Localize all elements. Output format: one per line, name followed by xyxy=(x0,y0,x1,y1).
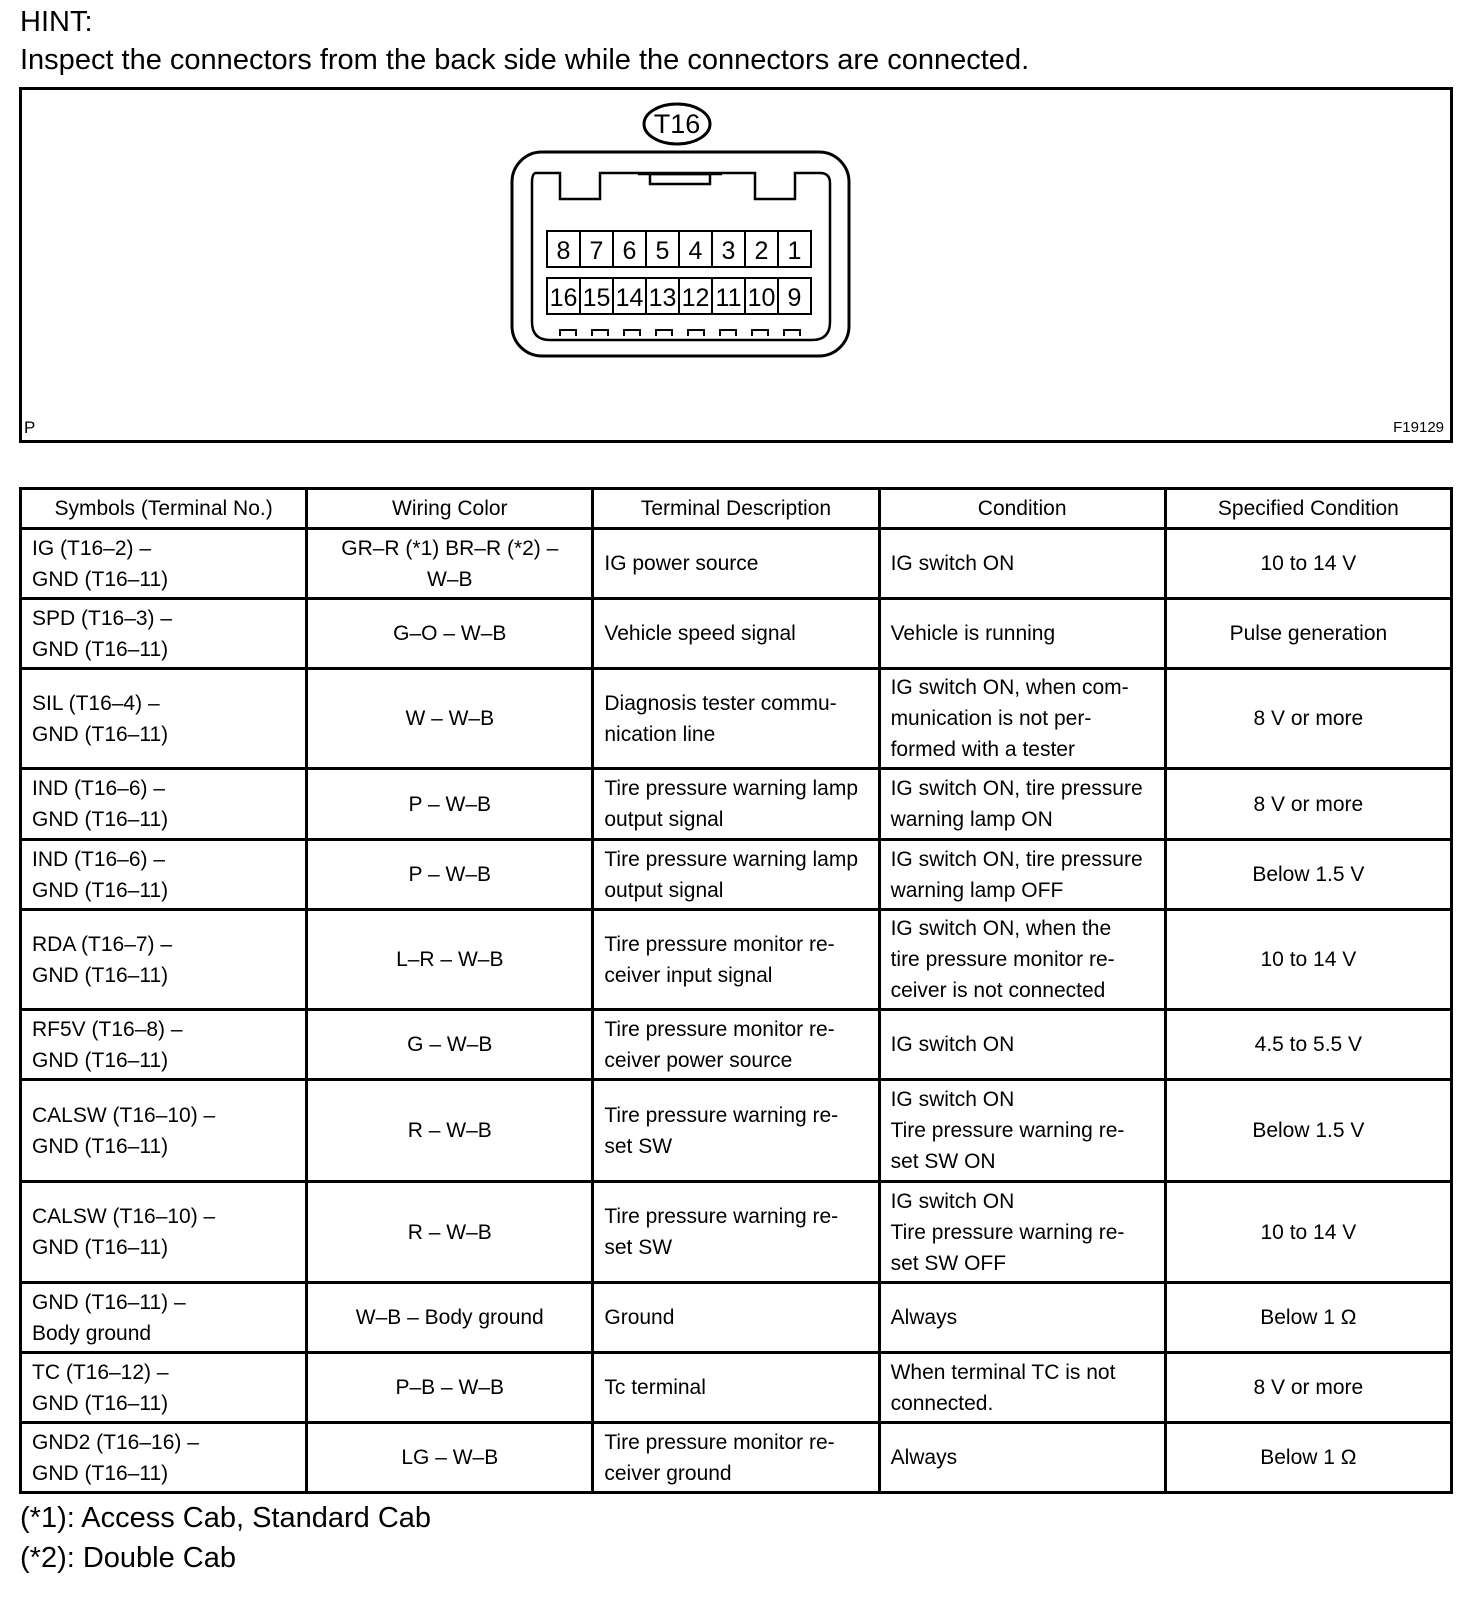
cell-line: GND (T16–11) xyxy=(32,1461,169,1485)
cell-line: set SW ON xyxy=(890,1150,996,1173)
cell-symbol xyxy=(21,769,307,840)
cell-line: IND (T16–6) – xyxy=(32,777,166,800)
cell-line: RF5V (T16–8) – xyxy=(32,1017,183,1041)
cell-symbol xyxy=(21,910,307,1010)
pin-number: 7 xyxy=(589,237,604,265)
pin-number: 10 xyxy=(747,284,776,312)
cell-line: CALSW (T16–10) – xyxy=(32,1103,216,1127)
cell-line: ceiver input signal xyxy=(604,963,773,987)
cell-line: Always xyxy=(890,1306,958,1329)
cell-condition xyxy=(879,529,1165,599)
cell-specified: 8 V or more xyxy=(1165,669,1451,769)
cell-line: GND (T16–11) xyxy=(32,722,169,746)
header-condition: Condition xyxy=(879,489,1165,529)
pin-number: 14 xyxy=(615,284,644,312)
cell-line: Body ground xyxy=(32,1321,152,1345)
pin-number: 4 xyxy=(688,237,703,265)
cell-description xyxy=(593,669,879,769)
cell-line: Diagnosis tester commu- xyxy=(604,691,837,715)
cell-line: GND (T16–11) xyxy=(32,637,169,661)
cell-symbol xyxy=(21,1010,307,1080)
cell-wiring-color xyxy=(307,599,593,669)
table-row xyxy=(21,910,1452,1010)
table-row xyxy=(21,1010,1452,1080)
cell-line: set SW OFF xyxy=(890,1251,1007,1275)
figure-code: F19129 xyxy=(1393,419,1444,436)
cell-line: W – W–B xyxy=(405,707,495,730)
cell-description xyxy=(593,1010,879,1080)
cell-line: Tc terminal xyxy=(604,1376,706,1399)
cell-specified: Pulse generation xyxy=(1165,599,1451,669)
cell-line: Always xyxy=(890,1446,958,1469)
cell-line: IG switch ON xyxy=(890,552,1015,575)
cell-symbol xyxy=(21,529,307,599)
cell-symbol xyxy=(21,599,307,669)
cell-line: Tire pressure warning re- xyxy=(604,1205,839,1228)
cell-line: nication line xyxy=(604,722,716,746)
connector-latch xyxy=(650,174,710,184)
cell-line: IND (T16–6) – xyxy=(32,847,166,871)
pin-number: 13 xyxy=(648,284,677,312)
cell-specified: 10 to 14 V xyxy=(1165,910,1451,1010)
cell-symbol xyxy=(21,1423,307,1493)
cell-description xyxy=(593,1283,879,1353)
pin-number: 1 xyxy=(787,237,802,265)
cell-line: P – W–B xyxy=(408,863,492,886)
cell-line: GND (T16–11) xyxy=(32,1048,169,1072)
cell-line: IG switch ON xyxy=(890,1088,1015,1111)
table-row xyxy=(21,669,1452,769)
cell-condition xyxy=(879,1423,1165,1493)
hint-text: Inspect the connectors from the back side while the connectors are connected. xyxy=(20,44,1030,76)
cell-specified: 4.5 to 5.5 V xyxy=(1165,1010,1451,1080)
cell-condition xyxy=(879,669,1165,769)
cell-description xyxy=(593,1182,879,1283)
cell-line: IG switch ON, tire pressure xyxy=(890,847,1143,871)
cell-line: GND (T16–11) xyxy=(32,878,169,902)
table-row xyxy=(21,1080,1452,1182)
cell-line: GND (T16–11) xyxy=(32,1134,169,1158)
table-row xyxy=(21,1423,1452,1493)
cell-line: IG switch ON, when com- xyxy=(890,676,1129,699)
cell-symbol xyxy=(21,1080,307,1182)
cell-line: set SW xyxy=(604,1236,673,1259)
cell-line: GND (T16–11) xyxy=(32,963,169,987)
cell-line: warning lamp OFF xyxy=(890,878,1064,902)
footnote-1: (*1): Access Cab, Standard Cab xyxy=(20,1502,432,1534)
table-row xyxy=(21,1353,1452,1423)
cell-description xyxy=(593,599,879,669)
pin-number: 2 xyxy=(754,237,769,265)
pin-number: 3 xyxy=(721,237,736,265)
cell-specified: 10 to 14 V xyxy=(1165,1182,1451,1283)
cell-line: R – W–B xyxy=(407,1119,492,1142)
pin-number: 16 xyxy=(549,284,578,312)
cell-condition xyxy=(879,1182,1165,1283)
cell-line: GND (T16–11) xyxy=(32,808,169,831)
cell-line: IG (T16–2) – xyxy=(32,536,152,560)
cell-line: warning lamp ON xyxy=(890,808,1053,831)
cell-description xyxy=(593,840,879,910)
cell-symbol xyxy=(21,840,307,910)
cell-line: set SW xyxy=(604,1134,673,1158)
cell-line: GND (T16–11) xyxy=(32,567,169,591)
pin-number: 9 xyxy=(787,284,802,312)
cell-wiring-color xyxy=(307,769,593,840)
cell-line: IG switch ON, tire pressure xyxy=(890,777,1143,800)
header-wiring-color: Wiring Color xyxy=(307,489,593,529)
table-row xyxy=(21,529,1452,599)
cell-line: ceiver power source xyxy=(604,1048,793,1072)
connector-figure xyxy=(19,87,1453,443)
cell-line: SPD (T16–3) – xyxy=(32,606,173,630)
cell-line: IG switch ON, when the xyxy=(890,917,1112,940)
cell-specified: Below 1 Ω xyxy=(1165,1283,1451,1353)
cell-line: IG switch ON xyxy=(890,1189,1015,1213)
hint-title: HINT: xyxy=(20,6,93,38)
cell-condition xyxy=(879,599,1165,669)
pin-number: 15 xyxy=(582,284,611,312)
cell-specified: 10 to 14 V xyxy=(1165,529,1451,599)
cell-wiring-color xyxy=(307,1283,593,1353)
cell-line: CALSW (T16–10) – xyxy=(32,1205,216,1228)
cell-line: Vehicle is running xyxy=(890,622,1056,645)
cell-line: connected. xyxy=(890,1391,994,1415)
cell-line: GND (T16–11) xyxy=(32,1236,169,1259)
cell-line: W–B – Body ground xyxy=(355,1306,544,1329)
cell-condition xyxy=(879,910,1165,1010)
cell-line: Tire pressure monitor re- xyxy=(604,932,835,956)
cell-line: IG power source xyxy=(604,552,759,575)
cell-line: Vehicle speed signal xyxy=(604,622,796,645)
cell-line: tire pressure monitor re- xyxy=(890,948,1115,971)
connector-teeth xyxy=(560,330,800,336)
cell-condition xyxy=(879,1283,1165,1353)
cell-line: SIL (T16–4) – xyxy=(32,691,160,715)
cell-line: IG switch ON xyxy=(890,1033,1015,1056)
cell-line: G–O – W–B xyxy=(393,622,507,645)
table-row xyxy=(21,1283,1452,1353)
cell-line: GND (T16–11) – xyxy=(32,1290,186,1314)
cell-line: output signal xyxy=(604,878,724,902)
cell-specified: Below 1.5 V xyxy=(1165,840,1451,910)
cell-wiring-color xyxy=(307,1182,593,1283)
cell-symbol xyxy=(21,1182,307,1283)
figure-corner-mark: P xyxy=(24,418,36,437)
cell-condition xyxy=(879,769,1165,840)
cell-wiring-color xyxy=(307,1353,593,1423)
cell-wiring-color xyxy=(307,1080,593,1182)
cell-line: GND (T16–11) xyxy=(32,1391,169,1415)
cell-symbol xyxy=(21,669,307,769)
cell-line: formed with a tester xyxy=(890,738,1075,761)
table-row xyxy=(21,1182,1452,1283)
cell-line: W–B xyxy=(427,567,473,591)
cell-line: L–R – W–B xyxy=(396,948,504,971)
header-specified-condition: Specified Condition xyxy=(1165,489,1451,529)
cell-line: P – W–B xyxy=(408,792,492,816)
cell-condition xyxy=(879,840,1165,910)
pin-grid xyxy=(547,231,811,314)
pin-number: 6 xyxy=(622,237,637,265)
header-terminal-description: Terminal Description xyxy=(593,489,879,529)
cell-description xyxy=(593,529,879,599)
cell-wiring-color xyxy=(307,529,593,599)
cell-line: GR–R (*1) BR–R (*2) – xyxy=(341,536,559,560)
cell-description xyxy=(593,910,879,1010)
cell-line: Tire pressure monitor re- xyxy=(604,1017,835,1041)
cell-description xyxy=(593,1080,879,1182)
cell-symbol xyxy=(21,1353,307,1423)
connector-label: T16 xyxy=(653,109,701,139)
cell-line: Tire pressure warning lamp xyxy=(604,847,859,871)
table-row xyxy=(21,599,1452,669)
cell-condition xyxy=(879,1080,1165,1182)
cell-line: output signal xyxy=(604,808,724,831)
cell-line: ceiver ground xyxy=(604,1461,732,1485)
cell-line: Tire pressure warning re- xyxy=(890,1220,1125,1244)
cell-wiring-color xyxy=(307,669,593,769)
cell-description xyxy=(593,769,879,840)
cell-wiring-color xyxy=(307,1423,593,1493)
cell-description xyxy=(593,1423,879,1493)
cell-line: LG – W–B xyxy=(401,1446,499,1469)
cell-line: Tire pressure warning re- xyxy=(890,1119,1125,1142)
cell-line: TC (T16–12) – xyxy=(32,1360,169,1384)
cell-line: P–B – W–B xyxy=(395,1376,505,1399)
cell-line: ceiver is not connected xyxy=(890,979,1106,1002)
cell-specified: 8 V or more xyxy=(1165,769,1451,840)
cell-specified: Below 1 Ω xyxy=(1165,1423,1451,1493)
cell-condition xyxy=(879,1010,1165,1080)
cell-line: When terminal TC is not xyxy=(890,1360,1116,1384)
cell-specified: Below 1.5 V xyxy=(1165,1080,1451,1182)
cell-line: R – W–B xyxy=(407,1220,492,1244)
cell-line: Ground xyxy=(604,1306,675,1329)
cell-wiring-color xyxy=(307,1010,593,1080)
footnote-2: (*2): Double Cab xyxy=(20,1542,236,1574)
cell-line: Tire pressure monitor re- xyxy=(604,1430,835,1454)
cell-description xyxy=(593,1353,879,1423)
pin-number: 8 xyxy=(556,237,571,265)
terminal-spec-table xyxy=(19,487,1453,1494)
table-row xyxy=(21,769,1452,840)
cell-line: G – W–B xyxy=(407,1033,493,1056)
cell-specified: 8 V or more xyxy=(1165,1353,1451,1423)
pin-number: 11 xyxy=(715,284,742,312)
cell-line: RDA (T16–7) – xyxy=(32,932,173,956)
table-row xyxy=(21,840,1452,910)
cell-wiring-color xyxy=(307,910,593,1010)
connector-t16-diagram xyxy=(22,90,1450,440)
pin-number: 12 xyxy=(681,284,710,312)
table-header-row xyxy=(21,489,1452,529)
cell-condition xyxy=(879,1353,1165,1423)
cell-line: GND2 (T16–16) – xyxy=(32,1430,199,1454)
cell-line: Tire pressure warning lamp xyxy=(604,777,859,800)
cell-symbol xyxy=(21,1283,307,1353)
cell-line: Tire pressure warning re- xyxy=(604,1103,839,1127)
cell-wiring-color xyxy=(307,840,593,910)
header-symbols: Symbols (Terminal No.) xyxy=(21,489,307,529)
cell-line: munication is not per- xyxy=(890,707,1092,730)
pin-number: 5 xyxy=(655,237,670,265)
